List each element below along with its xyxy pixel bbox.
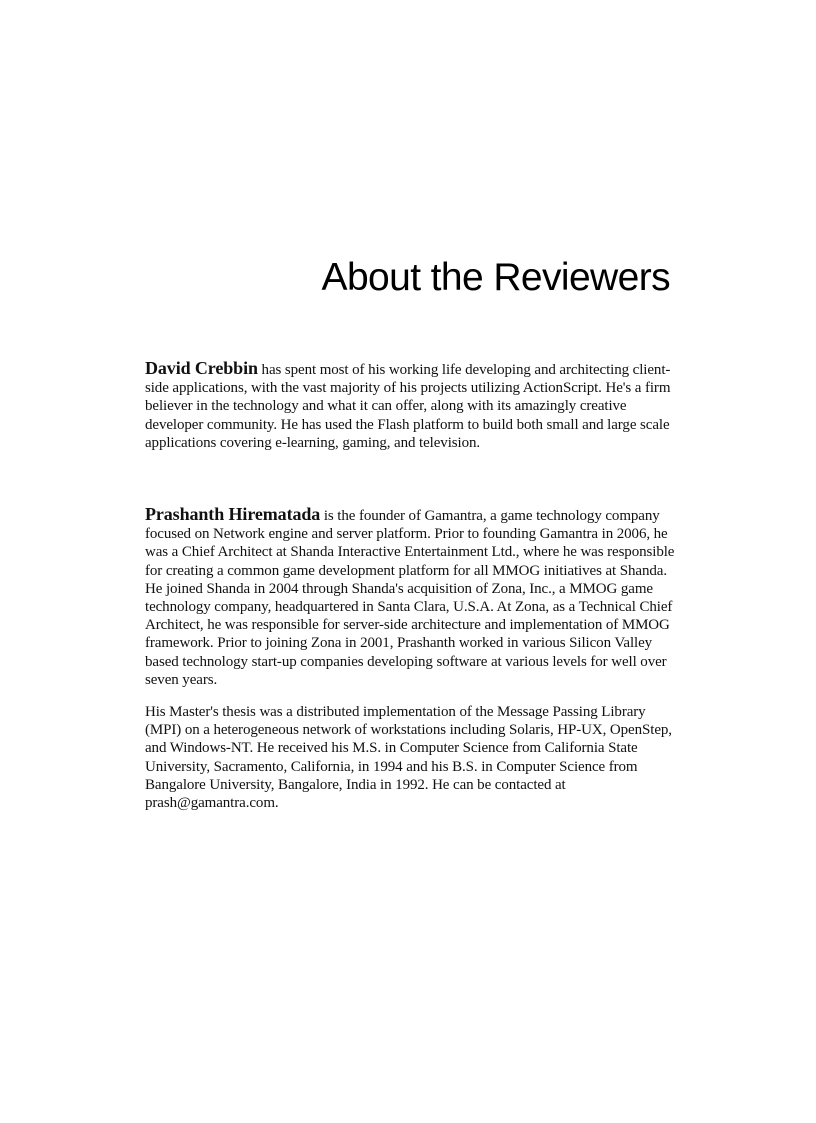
reviewer-bio-prashanth-hirematada (145, 505, 675, 826)
bio-paragraph: His Master's thesis was a distributed implementation of the Message Passing Library (MPI) on a heterogeneous network of workstations including Solaris, HP-UX, OpenStep, and Windows-NT. He received his M.S. in Computer Science from California State University, Sacramento, California, in 1994 and his B.S. in Computer Science from Bangalore University, Bangalore, India in 1992. He can be contacted at prash@gamantra.com. (145, 704, 672, 812)
bio-paragraph (145, 505, 675, 689)
bio-paragraph (145, 359, 675, 452)
bio-text: has spent most of his working life developing and architecting client-side applications, with the vast majority of his projects utilizing ActionScript. He's a firm believer in the technology and what it can offer, along with its amazingly creative developer community. He has used the Flash platform to build both small and large scale applications covering e-learning, gaming, and television. (145, 362, 671, 451)
reviewer-name: David Crebbin (145, 358, 258, 378)
bio-text: is the founder of Gamantra, a game technology company focused on Network engine and server platform. Prior to founding Gamantra in 2006, he was a Chief Architect at Shanda Interactive Entertainment Ltd., where he was responsible for creating a common game development platform for all MMOG initiatives at Shanda. He joined Shanda in 2004 through Shanda's acquisition of Zona, Inc., a MMOG game technology company, headquartered in Santa Clara, U.S.A. At Zona, as a Technical Chief Architect, he was responsible for server-side architecture and implementation of MMOG framework. Prior to joining Zona in 2001, Prashanth worked in various Silicon Valley based technology start-up companies developing software at various levels for well over seven years. (145, 508, 675, 688)
page-title: About the Reviewers (321, 256, 670, 299)
reviewer-name: Prashanth Hirematada (145, 504, 321, 524)
reviewer-bio-david-crebbin (145, 359, 675, 466)
